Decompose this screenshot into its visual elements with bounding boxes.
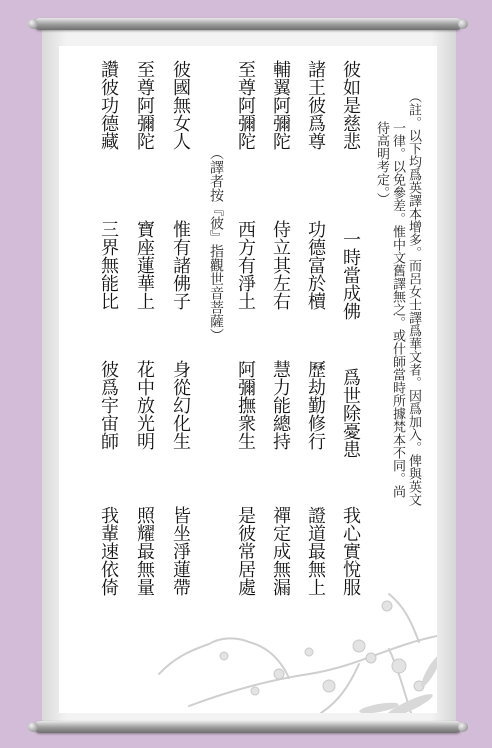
verse-c3-3: 慧力能總持 [270, 360, 291, 450]
scroll-paper [59, 46, 437, 713]
verse-c7-2: 寶座蓮華上 [134, 220, 155, 310]
verse-c3-2: 侍立其左右 [270, 220, 291, 310]
verse-c8-3: 彼爲宇宙師 [98, 360, 119, 450]
verse-c3-1: 輔翼阿彌陀 [270, 60, 291, 150]
verse-c2-2: 功德富於櫝 [305, 220, 326, 310]
translator-note-line-3: 待高明考定。） [374, 121, 389, 206]
verse-c4-2: 西方有淨土 [235, 220, 256, 310]
verse-c8-1: 讚彼功德藏 [98, 60, 119, 150]
verse-c1-4: 我心實悅服 [340, 506, 361, 596]
verse-c6-3: 身從幻化生 [170, 360, 191, 450]
verse-c4-3: 阿彌撫衆生 [235, 360, 256, 450]
translator-note-line-1: （註。以下均爲英譯本增多。而呂女士譯爲華文者。因爲加入。俾與英文 [406, 90, 421, 506]
verse-c6-1: 彼國無女人 [170, 60, 191, 150]
verse-c6-2: 惟有諸佛子 [170, 220, 191, 310]
verse-c3-4: 禪定成無漏 [270, 506, 291, 596]
verse-c4-4: 是彼常居處 [235, 506, 256, 596]
verse-c8-4: 我輩速依倚 [98, 506, 119, 596]
verse-c8-2: 三界無能比 [98, 220, 119, 310]
verse-c1-2: 一時當成佛 [340, 230, 361, 320]
verse-c1-3: 爲世除憂患 [340, 368, 361, 458]
verse-c2-4: 證道最無上 [305, 506, 326, 596]
translator-note-line-2: 一律。以免參差。惟中文舊譯無之。或什師當時所據梵本不同。尚 [390, 121, 405, 498]
verse-c6-4: 皆坐淨蓮帶 [170, 506, 191, 596]
verse-c2-3: 歷劫勤修行 [305, 360, 326, 450]
scroll-top-rod [34, 18, 462, 30]
verse-c1-1: 彼如是慈悲 [340, 60, 361, 150]
verse-c7-4: 照耀最無量 [134, 506, 155, 596]
translator-annotation: （譯者按『彼』指觀世音菩薩） [208, 146, 224, 342]
verse-c7-1: 至尊阿彌陀 [134, 60, 155, 150]
verse-c2-1: 諸王彼爲尊 [305, 60, 326, 150]
scroll-bottom-rod [34, 721, 462, 733]
verse-c7-3: 花中放光明 [134, 360, 155, 450]
verse-c4-1: 至尊阿彌陀 [235, 60, 256, 150]
